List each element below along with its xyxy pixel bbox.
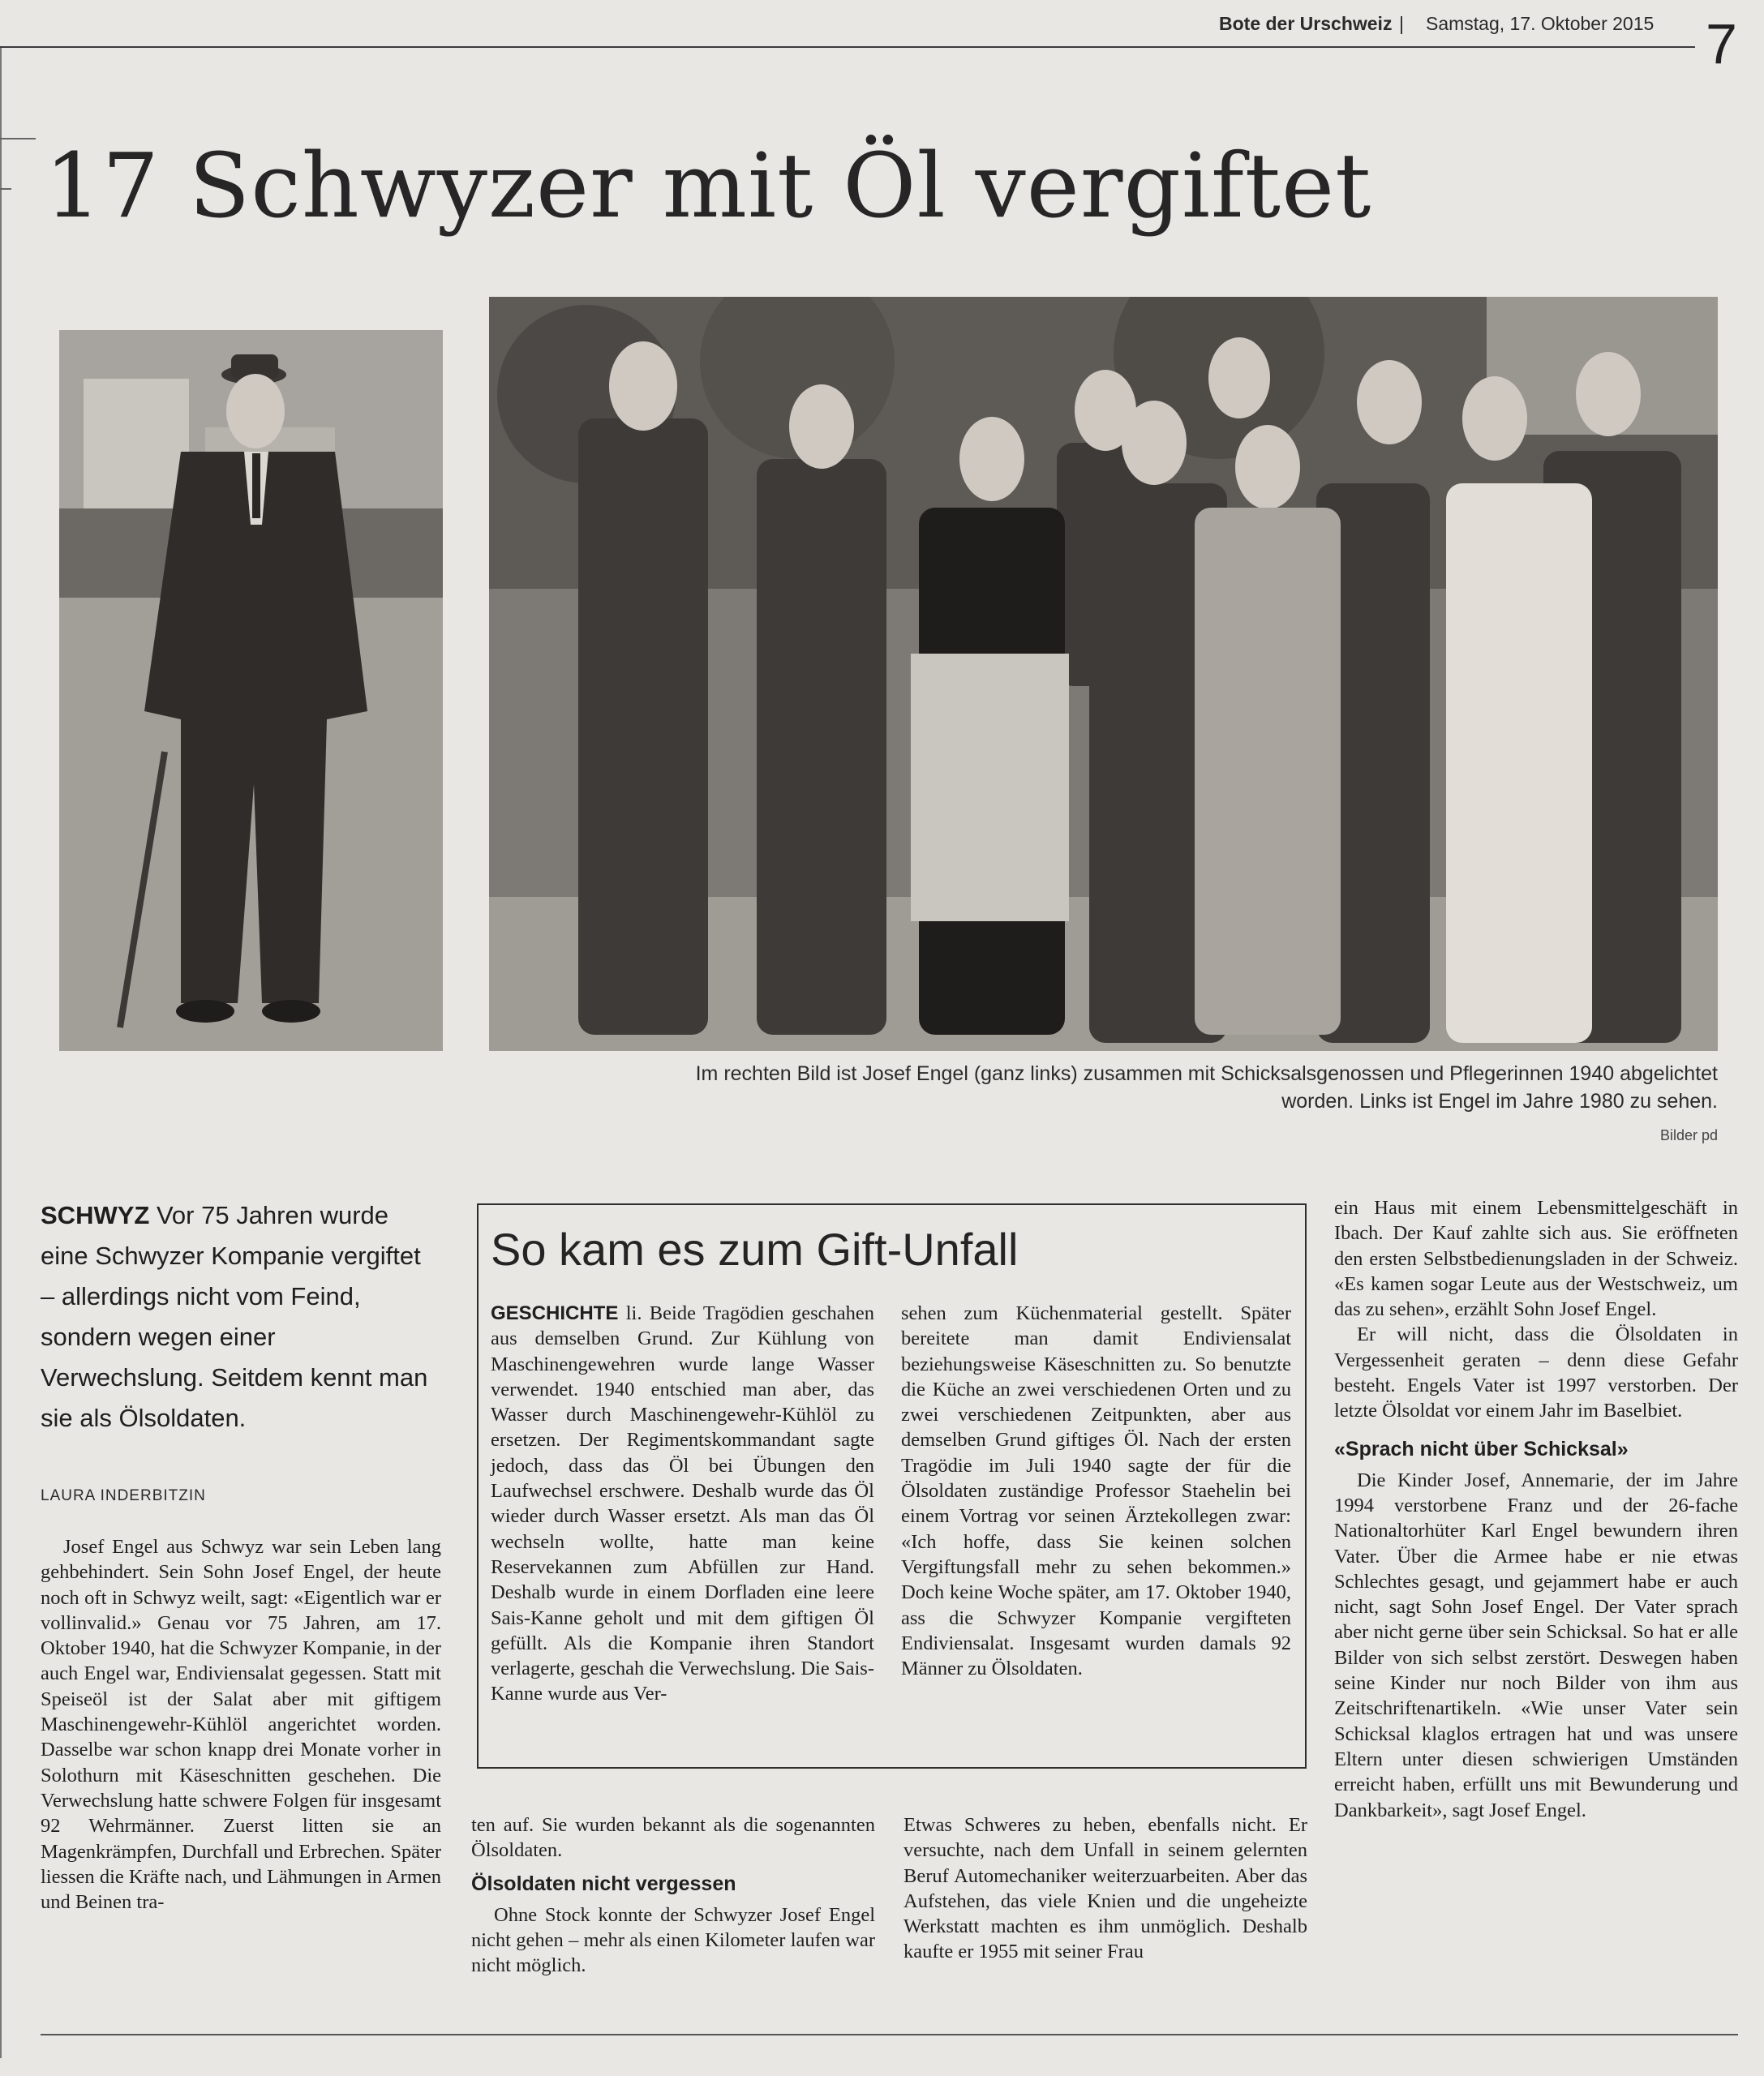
col4-paragraph-3: Die Kinder Josef, Annemarie, der im Jahre 1994 verstorbene Franz und der 26-fache Nationaltorhüter Karl Engel bewundern ihren Vater. Über die Armee habe er nie etwas Schlechtes gesagt, und gejammert habe er auch nicht, sagt Sohn Josef Engel. Der Vater sprach aber nicht gerne über sein Schicksal. So hat er alle Bilder von sich selbst zerstört. Deswegen haben seine Kinder nur noch Bilder von ihm aus Zeitschriftenartikeln. «Wie unser Vater sein Schicksal klaglos ertragen hat und was unsere Eltern unter diesen schwierigen Umständen erreicht haben, erfüllt uns mit Bewunderung und Dankbarkeit», sagt Josef Engel. xyxy=(1334,1469,1738,1821)
headline: 17 Schwyzer mit Öl vergiftet xyxy=(45,134,1372,238)
box-col-a-text: Beide Tragödien geschahen aus demselben Grund. Zur Kühlung von Maschinengewehren wurde lange Wasser verwendet. 1940 entschied man aber, das Wasser durch Maschinengewehr-Kühlöl zu ersetzen. Der Regimentskommandant sagte jedoch, dass das Öl bei Übungen den Laufwechsel erschwere. Deshalb wurde das Öl wieder durch Wasser ersetzt. Als man das Öl wechseln wollte, hatte man keine Reservekannen zum Abfüllen zur Hand. Deshalb wurde in einem Dorfladen eine leere Sais-Kanne geholt und mit dem giftigen Öl gefüllt. Als die Kompanie ihren Standort verlagerte, geschah die Verwechslung. Die Sais-Kanne wurde aus Ver- xyxy=(491,1302,875,1705)
box-author-tag: li. xyxy=(625,1302,642,1324)
issue-date: Samstag, 17. Oktober 2015 xyxy=(1426,13,1655,34)
col1-paragraph: Josef Engel aus Schwyz war sein Leben lang gehbehindert. Sein Sohn Josef Engel, der heute noch oft in Schwyz weilt, sagt: «Eigentlich war er vollinvalid.» Genau vor 75 Jahren, am 17. Oktober 1940, hat die Schwyzer Kompanie, in der auch Engel war, Endiviensalat gegessen. Statt mit Speiseöl ist der Salat aber mit giftigem Maschinengewehr-Kühlöl angerichtet worden. Dasselbe war schon knapp drei Monate vorher in Solothurn mit Käseschnitten geschehen. Die Verwechslung hatte schwere Folgen für insgesamt 92 Wehrmänner. Zuerst litten sie an Magenkrämpfen, Durchfall und Erbrechen. Später liessen die Kräfte nach, und Lähmungen in Armen und Beinen tra- xyxy=(41,1536,441,1914)
article-lead xyxy=(41,1195,441,1439)
photo-credit: Bilder pd xyxy=(1659,1127,1718,1143)
photo-caption: Im rechten Bild ist Josef Engel (ganz links) zusammen mit Schicksalsgenossen und Pflegerinnen 1940 abgelichtet worden. Links ist Engel im Jahre 1980 zu sehen. xyxy=(695,1062,1718,1113)
headline-side-rule xyxy=(0,188,11,190)
col3-paragraph: Etwas Schweres zu heben, ebenfalls nicht. Er versuchte, nach dem Unfall in seinem gelernten Beruf Automechaniker weiterzuarbeiten. Aber das Aufstehen, das viele Knien und die ungeheizte Werkstatt machten es ihm unmöglich. Deshalb kaufte er 1955 mit seiner Frau xyxy=(903,1814,1307,1963)
col2-paragraph-1: ten auf. Sie wurden bekannt als die sogenannten Ölsoldaten. xyxy=(471,1814,875,1862)
article-column-4 xyxy=(1334,1195,1738,1823)
page-number: 7 xyxy=(1706,12,1737,75)
col4-paragraph-2: Er will nicht, dass die Ölsoldaten in Vergessenheit geraten – denn diese Gefahr besteht. Engels Vater ist 1997 verstorben. Der letzte Ölsoldat vor einem Jahr im Baselbiet. xyxy=(1334,1323,1738,1422)
header-rule xyxy=(0,46,1695,48)
subhead-schicksal: «Sprach nicht über Schicksal» xyxy=(1334,1437,1629,1460)
box-col-b-paragraph: sehen zum Küchenmaterial gestellt. Später bereitete man damit Endiviensalat beziehungsweise Käseschnitten zu. So benutzte die Küche an zwei verschiedenen Orten und zu zwei verschiedenen Zeitpunkten, aber aus demselben Grund giftiges Öl. Nach der ersten Tragödie im Juli 1940 sagte der für die Ölsoldaten zuständige Professor Staehelin bei einem Vortrag vor seinen Ärztekollegen zwar: «Ich hoffe, dass Sie keinen solchen Vergiftungsfall mehr zu sehen bekommen.» Doch keine Woche später, am 17. Oktober 1940, ass die Schwyzer Kompanie vergifteten Endiviensalat. Insgesamt wurden damals 92 Männer zu Ölsoldaten. xyxy=(901,1302,1291,1680)
publication-name: Bote der Urschweiz xyxy=(1219,13,1393,34)
dateline: SCHWYZ xyxy=(41,1201,150,1229)
box-column-a xyxy=(491,1301,874,1707)
col4-paragraph-1: ein Haus mit einem Lebensmittelgeschäft in Ibach. Der Kauf zahlte sich aus. Sie eröffneten den ersten Selbstbedienungsladen in der Schweiz. «Es kamen sogar Leute aus der Westschweiz, um das zu sehen», erzählt Sohn Josef Engel. xyxy=(1334,1197,1738,1321)
box-title: So kam es zum Gift-Unfall xyxy=(491,1224,1019,1275)
headline-top-rule xyxy=(0,138,36,139)
subhead-oelsoldaten: Ölsoldaten nicht vergessen xyxy=(471,1872,736,1895)
article-column-3 xyxy=(903,1812,1307,1965)
byline: LAURA INDERBITZIN xyxy=(41,1487,206,1504)
box-column-b xyxy=(901,1301,1291,1681)
header-separator: | xyxy=(1399,13,1404,34)
left-margin-rule xyxy=(0,47,2,2058)
article-column-1 xyxy=(41,1534,441,1915)
photo-group-1940 xyxy=(489,297,1718,1051)
box-kicker: GESCHICHTE xyxy=(491,1302,619,1324)
article-column-2 xyxy=(471,1812,875,1978)
lead-text: Vor 75 Jahren wurde eine Schwyzer Kompanie vergiftet – allerdings nicht vom Feind, sondern wegen einer Verwechslung. Seitdem kennt man sie als Ölsoldaten. xyxy=(41,1201,428,1432)
box-col-a-paragraph xyxy=(491,1301,874,1707)
footer-rule xyxy=(41,2034,1738,2035)
photo-josef-engel-1980 xyxy=(59,330,443,1051)
col2-paragraph-2: Ohne Stock konnte der Schwyzer Josef Engel nicht gehen – mehr als einen Kilometer laufen war nicht möglich. xyxy=(471,1903,875,1977)
